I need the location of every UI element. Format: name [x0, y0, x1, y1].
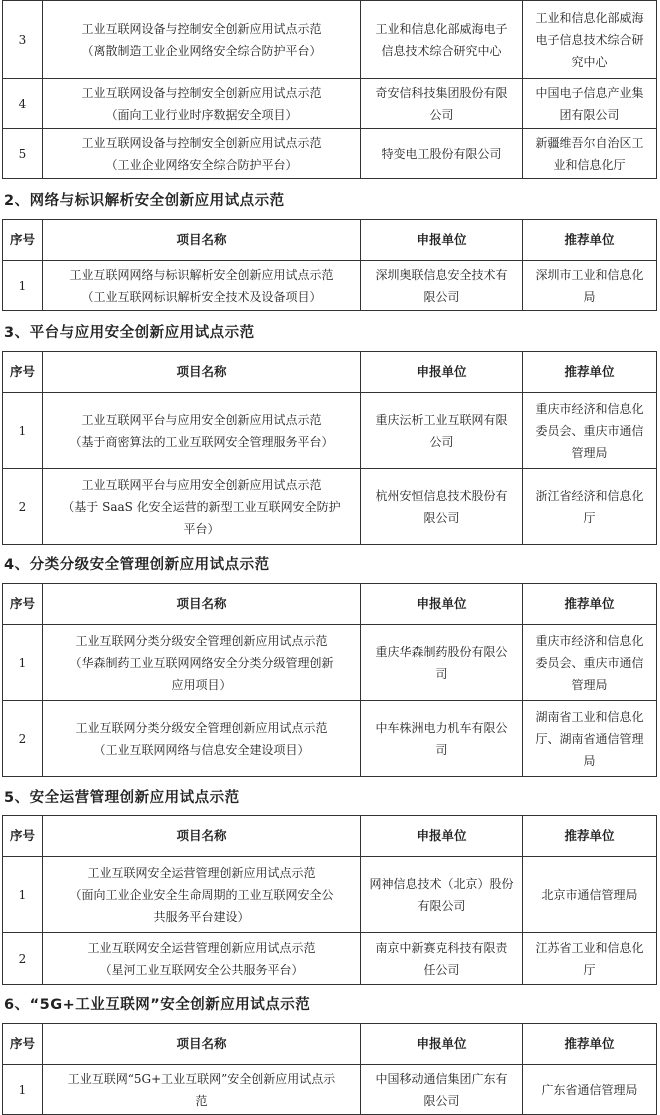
header-no: 序号 — [3, 1024, 43, 1065]
header-recommender: 推荐单位 — [523, 816, 657, 857]
row-no: 4 — [3, 79, 43, 129]
row-no: 3 — [3, 1, 43, 79]
row-no: 1 — [3, 1065, 43, 1115]
row-applicant: 南京中新赛克科技有限责 任公司 — [361, 933, 523, 985]
row-no: 1 — [3, 857, 43, 933]
row-recommender: 江苏省工业和信息化 厅 — [523, 933, 657, 985]
header-name: 项目名称 — [43, 1024, 361, 1065]
row-applicant: 中国移动通信集团广东有 限公司 — [361, 1065, 523, 1115]
header-name: 项目名称 — [43, 584, 361, 625]
row-name: 工业互联网网络与标识解析安全创新应用试点示范 （工业互联网标识解析安全技术及设备项目） — [43, 261, 361, 311]
table-row — [3, 129, 657, 179]
header-recommender: 推荐单位 — [523, 352, 657, 393]
table-row — [3, 79, 657, 129]
row-name: 工业互联网设备与控制安全创新应用试点示范 （面向工业行业时序数据安全项目） — [43, 79, 361, 129]
row-no: 2 — [3, 469, 43, 545]
header-name: 项目名称 — [43, 220, 361, 261]
row-name: 工业互联网设备与控制安全创新应用试点示范 （离散制造工业企业网络安全综合防护平台） — [43, 1, 361, 79]
row-applicant: 中车株洲电力机车有限公 司 — [361, 701, 523, 777]
header-recommender: 推荐单位 — [523, 220, 657, 261]
section-heading: 6、“5G+工业互联网”安全创新应用试点示范 — [4, 997, 311, 1013]
row-applicant: 重庆华森制药股份有限公 司 — [361, 625, 523, 701]
table-section-6 — [2, 1023, 657, 1115]
header-applicant: 申报单位 — [361, 816, 523, 857]
row-recommender: 湖南省工业和信息化 厅、湖南省通信管理 局 — [523, 701, 657, 777]
row-applicant: 工业和信息化部威海电子 信息技术综合研究中心 — [361, 1, 523, 79]
row-applicant: 网神信息技术（北京）股份 有限公司 — [361, 857, 523, 933]
table-row — [3, 933, 657, 985]
row-no: 2 — [3, 701, 43, 777]
section-heading: 2、网络与标识解析安全创新应用试点示范 — [4, 193, 285, 209]
header-name: 项目名称 — [43, 816, 361, 857]
row-no: 2 — [3, 933, 43, 985]
table-section-2 — [2, 219, 657, 311]
table-section-4 — [2, 583, 657, 777]
table-header-row — [3, 1024, 657, 1065]
row-recommender: 北京市通信管理局 — [523, 857, 657, 933]
header-applicant: 申报单位 — [361, 1024, 523, 1065]
table-header-row — [3, 352, 657, 393]
table-row — [3, 393, 657, 469]
table-header-row — [3, 220, 657, 261]
row-recommender: 新疆维吾尔自治区工 业和信息化厅 — [523, 129, 657, 179]
header-no: 序号 — [3, 220, 43, 261]
row-applicant: 奇安信科技集团股份有限 公司 — [361, 79, 523, 129]
header-applicant: 申报单位 — [361, 352, 523, 393]
section-heading: 4、分类分级安全管理创新应用试点示范 — [4, 557, 270, 573]
section-heading: 5、安全运营管理创新应用试点示范 — [4, 790, 240, 806]
table-row — [3, 625, 657, 701]
row-recommender: 重庆市经济和信息化 委员会、重庆市通信 管理局 — [523, 625, 657, 701]
table-section-5 — [2, 815, 657, 985]
row-recommender: 广东省通信管理局 — [523, 1065, 657, 1115]
row-no: 1 — [3, 393, 43, 469]
table-section-3 — [2, 351, 657, 545]
row-name: 工业互联网平台与应用安全创新应用试点示范 （基于商密算法的工业互联网安全管理服务平台） — [43, 393, 361, 469]
row-name: 工业互联网平台与应用安全创新应用试点示范 （基于 SaaS 化安全运营的新型工业互联网安全防护 平台） — [43, 469, 361, 545]
header-no: 序号 — [3, 352, 43, 393]
table-row — [3, 701, 657, 777]
header-no: 序号 — [3, 584, 43, 625]
row-name: 工业互联网安全运营管理创新应用试点示范 （星河工业互联网安全公共服务平台） — [43, 933, 361, 985]
row-applicant: 深圳奥联信息安全技术有 限公司 — [361, 261, 523, 311]
row-no: 1 — [3, 261, 43, 311]
row-no: 1 — [3, 625, 43, 701]
row-applicant: 杭州安恒信息技术股份有 限公司 — [361, 469, 523, 545]
row-applicant: 重庆沄析工业互联网有限 公司 — [361, 393, 523, 469]
row-recommender: 工业和信息化部威海 电子信息技术综合研 究中心 — [523, 1, 657, 79]
row-recommender: 深圳市工业和信息化 局 — [523, 261, 657, 311]
row-recommender: 中国电子信息产业集 团有限公司 — [523, 79, 657, 129]
table-header-row — [3, 816, 657, 857]
row-recommender: 浙江省经济和信息化 厅 — [523, 469, 657, 545]
table-row — [3, 1065, 657, 1115]
table-row — [3, 469, 657, 545]
header-recommender: 推荐单位 — [523, 1024, 657, 1065]
table-section-1 — [2, 0, 657, 179]
header-no: 序号 — [3, 816, 43, 857]
row-name: 工业互联网“5G+工业互联网”安全创新应用试点示 范 — [43, 1065, 361, 1115]
header-applicant: 申报单位 — [361, 584, 523, 625]
table-row — [3, 1, 657, 79]
table-row — [3, 857, 657, 933]
header-name: 项目名称 — [43, 352, 361, 393]
table-row — [3, 261, 657, 311]
row-recommender: 重庆市经济和信息化 委员会、重庆市通信 管理局 — [523, 393, 657, 469]
row-name: 工业互联网设备与控制安全创新应用试点示范 （工业企业网络安全综合防护平台） — [43, 129, 361, 179]
row-name: 工业互联网分类分级安全管理创新应用试点示范 （工业互联网网络与信息安全建设项目） — [43, 701, 361, 777]
row-name: 工业互联网分类分级安全管理创新应用试点示范 （华森制药工业互联网网络安全分类分级管理创新 应用项目） — [43, 625, 361, 701]
row-applicant: 特变电工股份有限公司 — [361, 129, 523, 179]
table-header-row — [3, 584, 657, 625]
row-name: 工业互联网安全运营管理创新应用试点示范 （面向工业企业安全生命周期的工业互联网安全公 共服务平台建设） — [43, 857, 361, 933]
section-heading: 3、平台与应用安全创新应用试点示范 — [4, 325, 255, 341]
row-no: 5 — [3, 129, 43, 179]
header-applicant: 申报单位 — [361, 220, 523, 261]
header-recommender: 推荐单位 — [523, 584, 657, 625]
